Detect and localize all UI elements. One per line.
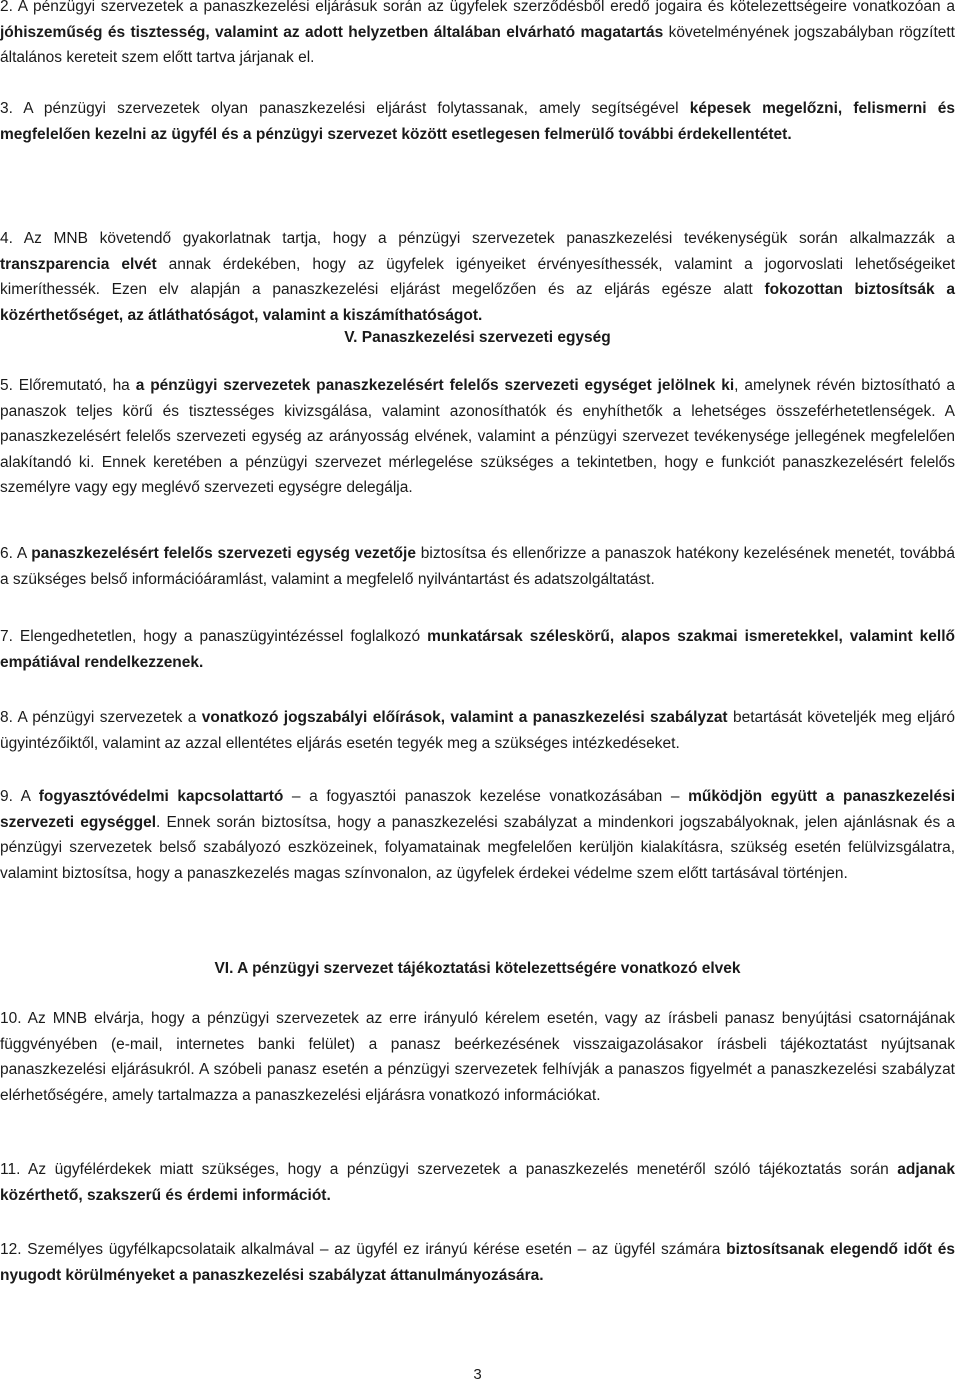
text-run: biztosítsa és ellenőrizze a panaszok hatékony kezelésének menetét, továbbá a szükséges belső információáramlást, valamint a megfelelő nyilvántartást és adatszolgáltatást.	[0, 545, 955, 588]
text-run: 9. A	[0, 788, 39, 805]
bold-text-run: jóhiszeműség és tisztesség, valamint az adott helyzetben általában elvárható magatartás	[0, 23, 664, 41]
bold-text-run: fogyasztóvédelmi kapcsolattartó	[38, 788, 284, 805]
text-run: annak érdekében, hogy az ügyfelek igényeiket érvényesíthessék, valamint a jogorvoslati lehetőségeiket kimeríthessék. Ezen elv alapján a panaszkezelési eljárást megelőzően és az eljárás egésze alatt	[0, 255, 955, 298]
paragraph-7	[0, 624, 955, 675]
page-number: 3	[473, 1366, 482, 1383]
text-run: – a fogyasztói panaszok kezelése vonatkozásában –	[283, 788, 689, 805]
paragraph-8	[0, 705, 955, 756]
section-heading-vi: VI. A pénzügyi szervezet tájékoztatási kötelezettségére vonatkozó elvek	[214, 960, 741, 977]
text-run: . Ennek során biztosítsa, hogy a panaszkezelési szabályzat a mindenkori jogszabályoknak, jelen ajánlásnak és a pénzügyi szervezetek belső szabályozó eszközeinek, folyamatainak megfelelően kerüljön kialakításra, szükség esetén felülvizsgálatra, valamint biztosítsa, hogy a panaszkezelés magas színvonalon, az ügyfelek érdekei védelme szem előtt tartásával történjen.	[0, 813, 955, 882]
bold-text-run: képesek megelőzni, felismerni és megfelelően kezelni az ügyfél és a pénzügyi szervezet között esetlegesen felmerülő további érdekellentétet.	[0, 100, 955, 143]
paragraph-10	[0, 1006, 955, 1108]
text-run: 8. A pénzügyi szervezetek a	[0, 709, 202, 726]
section-heading-v: V. Panaszkezelési szervezeti egység	[344, 329, 611, 346]
bold-text-run: működjön együtt a panaszkezelési szervezeti egységgel	[0, 788, 956, 831]
text-run: 4. Az MNB követendő gyakorlatnak tartja, hogy a pénzügyi szervezetek panaszkezelési tevékenységük során alkalmazzák a	[0, 230, 955, 247]
text-run: 5. Előremutató, ha	[0, 377, 136, 394]
paragraph-11	[0, 1157, 955, 1208]
bold-text-run: munkatársak széleskörű, alapos szakmai ismeretekkel, valamint kellő empátiával rendelkezzenek.	[0, 628, 955, 671]
text-run: 2. A pénzügyi szervezetek a panaszkezelési eljárásuk során az ügyfelek szerződésből eredő jogaira és kötelezettségeire vonatkozóan a	[0, 0, 955, 15]
bold-text-run: biztosítsanak elegendő időt és nyugodt körülményeket a panaszkezelési szabályzat áttanulmányozására.	[0, 1241, 956, 1284]
bold-text-run: a pénzügyi szervezetek panaszkezelésért felelős szervezeti egységet jelölnek ki	[135, 377, 735, 394]
paragraph-3	[0, 96, 955, 147]
text-run: 6. A	[0, 545, 32, 562]
text-run: 11. Az ügyfélérdekek miatt szükséges, hogy a pénzügyi szervezetek a panaszkezelés menetéről szóló tájékoztatás során	[0, 1161, 898, 1178]
paragraph-2	[0, 0, 955, 71]
text-run: követelményének jogszabályban rögzített általános kereteit szem előtt tartva járjanak el.	[0, 23, 955, 66]
paragraph-9	[0, 784, 955, 886]
paragraph-4	[0, 226, 955, 328]
bold-text-run: transzparencia elvét	[0, 255, 157, 273]
paragraph-12	[0, 1237, 955, 1288]
text-run: 7. Elengedhetetlen, hogy a panaszügyintézéssel foglalkozó	[0, 628, 428, 645]
text-run: , amelynek révén biztosítható a panaszok teljes körű és tisztességes kivizsgálása, valamint azonosíthatók és enyhíthetők a lehetséges összeférhetetlenségek. A panaszkezelésért felelős szervezeti egység az arányosság elvének, valamint a pénzügyi szervezet tevékenysége jellegének megfelelően alakítandó ki. Ennek keretében a pénzügyi szervezet mérlegelése szükséges a tekintetben, hogy e funkciót panaszkezelésért felelős személyre vagy egy meglévő szervezeti egységre delegálja.	[0, 377, 955, 496]
text-run: 3. A pénzügyi szervezetek olyan panaszkezelési eljárást folytassanak, amely segítségével	[0, 100, 690, 117]
bold-text-run: vonatkozó jogszabályi előírások, valamint a panaszkezelési szabályzat	[201, 709, 728, 726]
paragraph-5	[0, 373, 955, 501]
bold-text-run: adjanak közérthető, szakszerű és érdemi információt.	[0, 1161, 955, 1204]
text-run: 10. Az MNB elvárja, hogy a pénzügyi szervezetek az erre irányuló kérelem esetén, vagy az írásbeli panasz benyújtási csatornájának függvényében (e-mail, internetes banki felület) a panasz beérkezésének visszaigazolásakor írásbeli tájékoztatást nyújtsanak panaszkezelési eljárásukról. A szóbeli panasz esetén a pénzügyi szervezetek felhívják a panaszos figyelmét a panaszkezelési szabályzat elérhetőségére, amely tartalmazza a panaszkezelési eljárásra vonatkozó információkat.	[0, 1010, 955, 1104]
paragraph-6	[0, 541, 955, 592]
bold-text-run: panaszkezelésért felelős szervezeti egység vezetője	[31, 545, 416, 562]
bold-text-run: fokozottan biztosítsák a közérthetőséget, az átláthatóságot, valamint a kiszámíthatóságot.	[0, 281, 955, 324]
text-run: 12. Személyes ügyfélkapcsolataik alkalmával – az ügyfél ez irányú kérése esetén – az ügyfél számára	[0, 1241, 727, 1258]
text-run: betartását követeljék meg eljáró ügyintézőiktől, valamint az azzal ellentétes eljárás esetén tegyék meg a szükséges intézkedéseket.	[0, 709, 956, 752]
